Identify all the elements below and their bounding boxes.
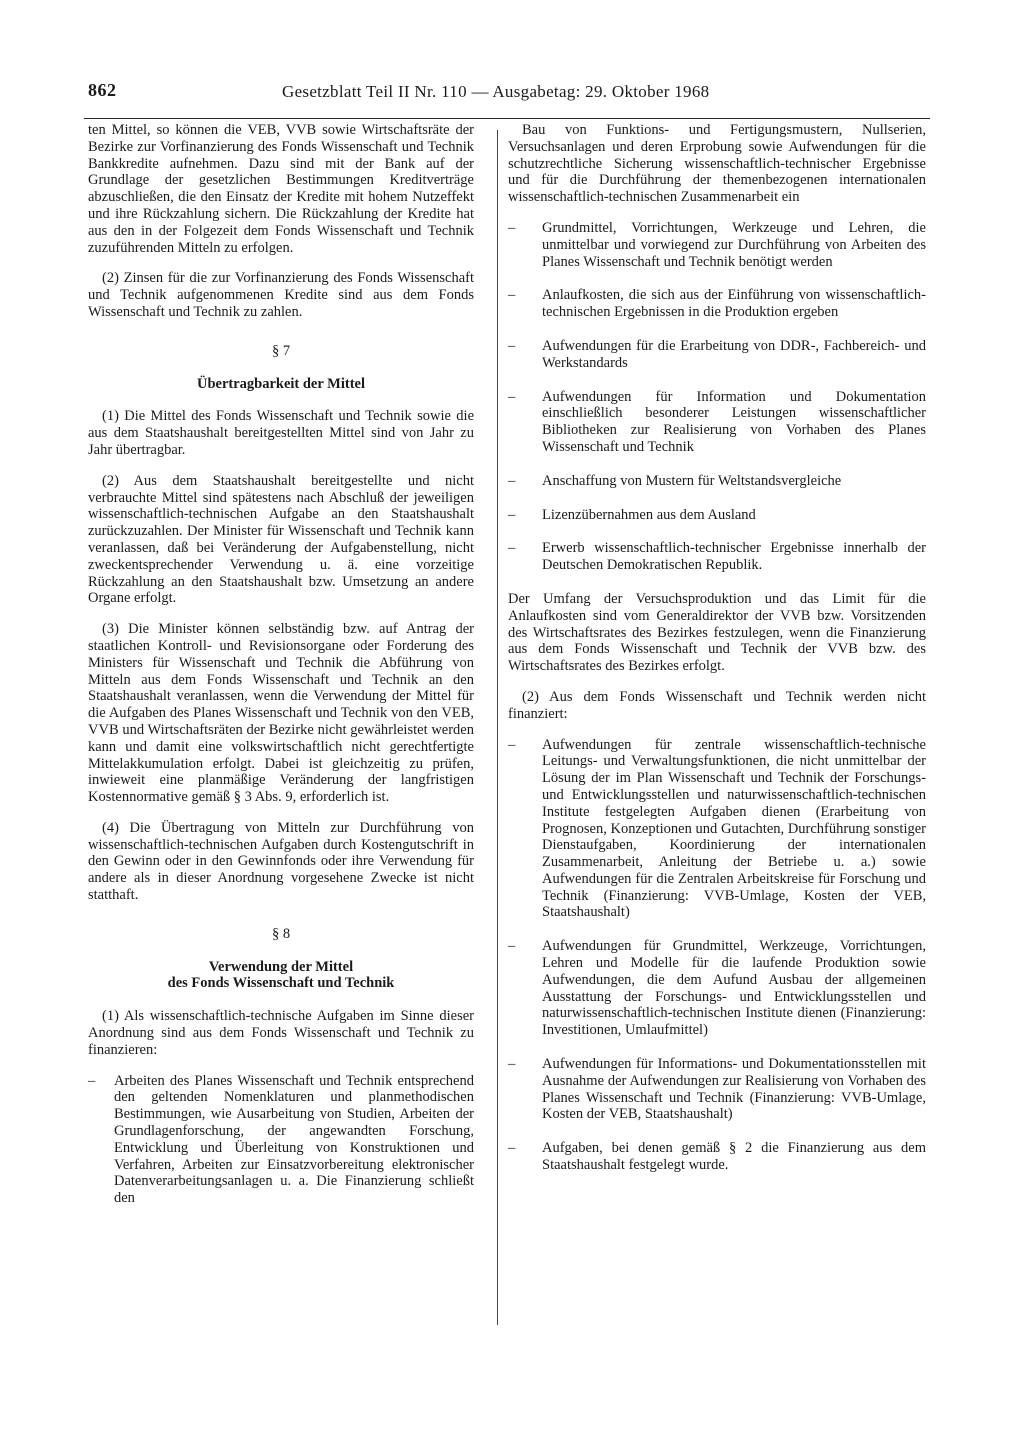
left-column (88, 122, 474, 1224)
column-divider (497, 130, 498, 1325)
section-7-para-3: (3) Die Minister können selbständig bzw. auf Antrag der staatlichen Kontroll- und Revisionsorgane oder Forderung des Ministers für Wissenschaft und Technik die Abführung von Mitteln aus dem Fonds Wissenschaft und Technik an den Staatshaushalt veranlassen, wenn die Verwendung der Mittel für die Aufgaben des Planes Wissenschaft und Technik von den VEB, VVB und Wirtschaftsräten der Bezirke nicht gewährleistet werden kann und damit eine volkswirtschaftlich nicht gerechtfertigte Mittelakkumulation erfolgt. Dabei ist gleichzeitig zu prüfen, inwieweit eine planmäßige Veränderung der langfristigen Kostennormative gemäß § 3 Abs. 9, erforderlich ist. (88, 621, 474, 806)
section-8-title-line-1: Verwendung der Mittel (208, 958, 354, 975)
financed-items-list-continued (508, 220, 926, 574)
section-7-para-4: (4) Die Übertragung von Mitteln zur Durchführung von wissenschaftlich-technischen Aufgaben durch Kostengutschrift in den Gewinn oder in den Gewinnfonds oder ihre Verwendung für andere als in dieser Anordnung vorgesehene Zwecke ist nicht statthaft. (88, 819, 474, 904)
list-item: – Aufwendungen für die Erarbeitung von DDR-, Fachbereich- und Werkstandards (508, 338, 926, 372)
section-7-title: Übertragbarkeit der Mittel (196, 375, 366, 392)
right-column (508, 122, 926, 1191)
page-header (84, 76, 930, 108)
list-item: – Aufwendungen für Grundmittel, Werkzeuge, Vorrichtungen, Lehren und Modelle für die laufende Produktion sowie Aufwendungen, die dem Aufund Ausbau der allgemeinen Ausstattung der Forschungs- und Entwicklungsstellen und naturwissenschaftlich-technischen Institute dienen (Finanzierung: Investitionen, Umlaufmittel) (508, 938, 926, 1039)
paragraph-2-not-financed: (2) Aus dem Fonds Wissenschaft und Technik werden nicht finanziert: (508, 688, 926, 722)
list-item: – Arbeiten des Planes Wissenschaft und Technik entsprechend den geltenden Nomenklaturen und planmethodischen Bestimmungen, wie Ausarbeitung von Studien, Arbeiten der Grundlagenforschung, der angewandten Forschung, Entwicklung und Überleitung von Konstruktionen und Verfahren, Arbeiten zur Einsatzvorbereitung elektronischer Datenverarbeitungsanlagen u. a. Die Finanzierung schließt den (88, 1073, 474, 1207)
gazette-title: Gesetzblatt Teil II Nr. 110 — Ausgabetag: 29. Oktober 1968 (282, 82, 710, 101)
section-8-para-1: (1) Als wissenschaftlich-technische Aufgaben im Sinne dieser Anordnung sind aus dem Fonds Wissenschaft und Technik zu finanzieren: (88, 1008, 474, 1058)
section-7-number: § 7 (271, 342, 291, 359)
list-item: – Aufwendungen für Information und Dokumentation einschließlich besonderer Leistungen wissenschaftlicher Bibliotheken zur Realisierung von Vorhaben des Planes Wissenschaft und Technik (508, 389, 926, 456)
not-financed-list (508, 737, 926, 1174)
continued-list-item: Bau von Funktions- und Fertigungsmustern, Nullserien, Versuchsanlagen und deren Erprobung sowie Aufwendungen für die schutzrechtliche Sicherung wissenschaftlich-technischer Ergebnisse und für die Durchführung der themenbezogenen internationalen wissenschaftlich-technischen Zusammenarbeit ein (508, 122, 926, 206)
list-item: – Lizenzübernahmen aus dem Ausland (508, 507, 926, 524)
section-8-title-line-2: des Fonds Wissenschaft und Technik (167, 975, 395, 992)
section-7-para-2: (2) Aus dem Staatshaushalt bereitgestellte und nicht verbrauchte Mittel sind spätestens nach Abschluß der jeweiligen wissenschaftlich-technischen Aufgabe an den Staatshaushalt zurückzuzahlen. Der Minister für Wissenschaft und Technik kann veranlassen, daß bei Veränderung der Aufgabenstellung, nicht zweckentsprechender Verwendung u. ä. eine vorzeitige Rückzahlung an den Staatshaushalt bzw. Umsetzung an andere Organe erfolgt. (88, 472, 474, 607)
section-8-number: § 8 (271, 925, 291, 942)
list-item: – Aufwendungen für Informations- und Dokumentationsstellen mit Ausnahme der Aufwendungen zur Realisierung von Vorhaben des Planes Wissenschaft und Technik (Finanzierung: VVB-Umlage, Kosten der VEB, Staatshaushalt) (508, 1056, 926, 1123)
scope-paragraph: Der Umfang der Versuchsproduktion und das Limit für die Anlaufkosten sind vom Generaldirektor der VVB bzw. Vorsitzenden des Wirtschaftsrates des Bezirkes festzulegen, wenn die Finanzierung aus dem Fonds Wissenschaft und Technik der VVB bzw. des Wirtschaftsrates des Bezirkes erfolgt. (508, 590, 926, 675)
financed-items-list (88, 1073, 474, 1207)
paragraph-2-interest: (2) Zinsen für die zur Vorfinanzierung des Fonds Wissenschaft und Technik aufgenommenen Kredite sind aus dem Fonds Wissenschaft und Technik zu zahlen. (88, 270, 474, 320)
list-item: – Grundmittel, Vorrichtungen, Werkzeuge und Lehren, die unmittelbar und vorwiegend zur Durchführung von Arbeiten des Planes Wissenschaft und Technik benötigt werden (508, 220, 926, 270)
section-8-title (88, 959, 474, 993)
section-7-para-1: (1) Die Mittel des Fonds Wissenschaft und Technik sowie die aus dem Staatshaushalt bereitgestellten Mittel sind von Jahr zu Jahr übertragbar. (88, 408, 474, 458)
list-item: – Aufwendungen für zentrale wissenschaftlich-technische Leitungs- und Verwaltungsfunktionen, die nicht unmittelbar der Lösung der im Plan Wissenschaft und Technik der Forschungs- und Entwicklungsstellen und naturwissenschaftlich-technischen Institute festgelegten Aufgaben dienen (Erarbeitung von Prognosen, Konzeptionen und Gutachten, Durchführung sonstiger Dienstaufgaben, Koordinierung der internationalen Zusammenarbeit, Anleitung der Betriebe u. a.) sowie Aufwendungen für die Zentralen Arbeitskreise für Forschung und Technik (Finanzierung: VVB-Umlage, Kosten der VEB, Staatshaushalt) (508, 737, 926, 922)
header-divider (84, 118, 930, 119)
list-item: – Anlaufkosten, die sich aus der Einführung von wissenschaftlich-technischen Ergebnissen in die Produktion ergeben (508, 287, 926, 321)
list-item: – Erwerb wissenschaftlich-technischer Ergebnisse innerhalb der Deutschen Demokratischen Republik. (508, 540, 926, 574)
continued-paragraph: ten Mittel, so können die VEB, VVB sowie Wirtschaftsräte der Bezirke zur Vorfinanzierung des Fonds Wissenschaft und Technik Bankkredite aufnehmen. Dazu sind mit der Bank auf der Grundlage der gesetzlichen Bestimmungen Kreditverträge abzuschließen, die den Einsatz der Kredite mit hohem Nutzeffekt und ihre Rückzahlung sichern. Die Rückzahlung der Kredite hat aus den in der Folgezeit dem Fonds Wissenschaft und Technik zuzuführenden Mitteln zu erfolgen. (88, 122, 474, 256)
page-number: 862 (88, 80, 117, 100)
list-item: – Aufgaben, bei denen gemäß § 2 die Finanzierung aus dem Staatshaushalt festgelegt wurde. (508, 1140, 926, 1174)
list-item: – Anschaffung von Mustern für Weltstandsvergleiche (508, 473, 926, 490)
